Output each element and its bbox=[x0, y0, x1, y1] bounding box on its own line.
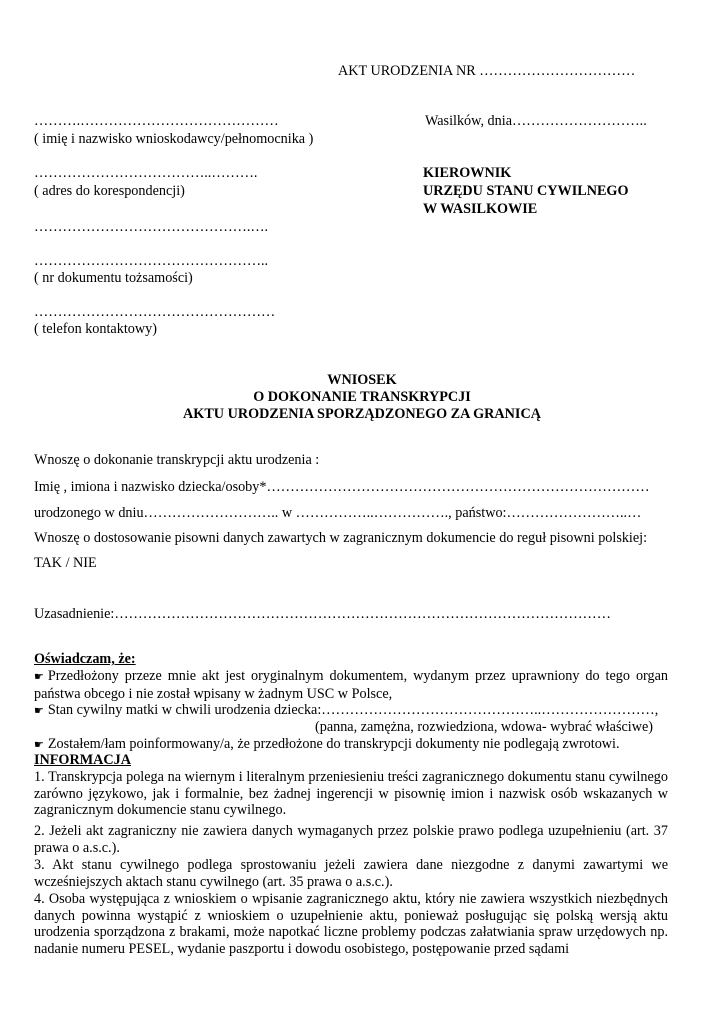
applicant-name-field[interactable]: ……….…………………………………… bbox=[34, 113, 279, 129]
birth-details-field[interactable]: urodzonego w dniu……………………….. w ……………..……………., państwo:……………………..… bbox=[34, 505, 642, 521]
pointing-hand-icon: ☛ bbox=[34, 670, 44, 683]
address-field-1[interactable]: ………………………………..………. bbox=[34, 165, 258, 181]
recipient-line-3: W WASILKOWIE bbox=[423, 201, 538, 217]
applicant-name-label: ( imię i nazwisko wnioskodawcy/pełnomocnika ) bbox=[34, 131, 314, 147]
info-heading: INFORMACJA bbox=[34, 752, 131, 768]
info-paragraph-4: 4. Osoba występująca z wnioskiem o wpisanie zagranicznego aktu, który nie zawiera wszystkich niezbędnych danych powinna wystąpić z wnioskiem o uzupełnienie aktu, ponieważ posługując się polską wersją aktu urodzenia sporządzona z brakami, może napotkać liczne problemy podczas załatwiania spraw urzędowych np. nadanie numeru PESEL, wydanie paszportu i dowodu osobistego, postępowanie przed sądami bbox=[34, 891, 668, 957]
recipient-line-1: KIEROWNIK bbox=[423, 165, 512, 181]
info-paragraph-1: 1. Transkrypcja polega na wiernym i literalnym przeniesieniu treści zagranicznego dokumentu stanu cywilnego zarówno językowo, jak i formalnie, bez żadnej ingerencji w pisownię imion i nazwisk osób wskazanych w zagranicznym dokumencie stanu cywilnego. bbox=[34, 769, 668, 818]
form-title-line-2: O DOKONANIE TRANSKRYPCJI bbox=[253, 389, 471, 405]
pointing-hand-icon: ☛ bbox=[34, 738, 44, 751]
form-title-line-1: WNIOSEK bbox=[327, 372, 397, 388]
place-date-field[interactable]: Wasilków, dnia……………………….. bbox=[425, 113, 647, 129]
declaration-item-3: ☛ Zostałem/łam poinformowany/a, że przedłożone do transkrypcji dokumenty nie podlegają zwrotowi. bbox=[34, 736, 620, 752]
form-title-line-3: AKTU URODZENIA SPORZĄDZONEGO ZA GRANICĄ bbox=[183, 406, 541, 422]
document-number-label: ( nr dokumentu tożsamości) bbox=[34, 270, 193, 286]
child-name-field[interactable]: Imię , imiona i nazwisko dziecka/osoby*……………………………………………………………………… bbox=[34, 479, 650, 495]
recipient-line-2: URZĘDU STANU CYWILNEGO bbox=[423, 183, 629, 199]
spelling-request-text: Wnoszę o dostosowanie pisowni danych zawartych w zagranicznym dokumencie do reguł pisowni polskiej: bbox=[34, 530, 648, 546]
phone-label: ( telefon kontaktowy) bbox=[34, 321, 157, 337]
address-field-2[interactable]: ……………………………………….…. bbox=[34, 219, 269, 235]
declaration-item-1: ☛ Przedłożony przeze mnie akt jest oryginalnym dokumentem, wydanym przez uprawniony do tego organ państwa obcego i nie został wpisany w żadnym USC w Polsce, bbox=[34, 668, 668, 702]
declaration-heading: Oświadczam, że: bbox=[34, 651, 136, 667]
act-number-line: AKT URODZENIA NR …………………………… bbox=[338, 63, 636, 79]
info-paragraph-2: 2. Jeżeli akt zagraniczny nie zawiera danych wymaganych przez polskie prawo podlega uzupełnieniu (art. 37 prawa o a.s.c.). bbox=[34, 823, 668, 856]
declaration-item-2[interactable]: ☛ Stan cywilny matki w chwili urodzenia dziecka:………………………………………..……………………, bbox=[34, 702, 659, 718]
phone-field[interactable]: …………………………………………… bbox=[34, 304, 276, 320]
address-label: ( adres do korespondencji) bbox=[34, 183, 185, 199]
request-text: Wnoszę o dokonanie transkrypcji aktu urodzenia : bbox=[34, 452, 320, 468]
justification-field[interactable]: Uzasadnienie:…………………………………………………………………………………………… bbox=[34, 606, 611, 622]
yes-no-choice[interactable]: TAK / NIE bbox=[34, 555, 97, 571]
pointing-hand-icon: ☛ bbox=[34, 704, 44, 717]
marital-status-hint: (panna, zamężna, rozwiedziona, wdowa- wybrać właściwe) bbox=[315, 719, 653, 735]
document-number-field[interactable]: ………………………………………….. bbox=[34, 253, 269, 269]
info-paragraph-3: 3. Akt stanu cywilnego podlega sprostowaniu jeżeli zawiera dane niezgodne z danymi zawartymi we wcześniejszych aktach stanu cywilnego (art. 35 prawa o a.s.c.). bbox=[34, 857, 668, 890]
